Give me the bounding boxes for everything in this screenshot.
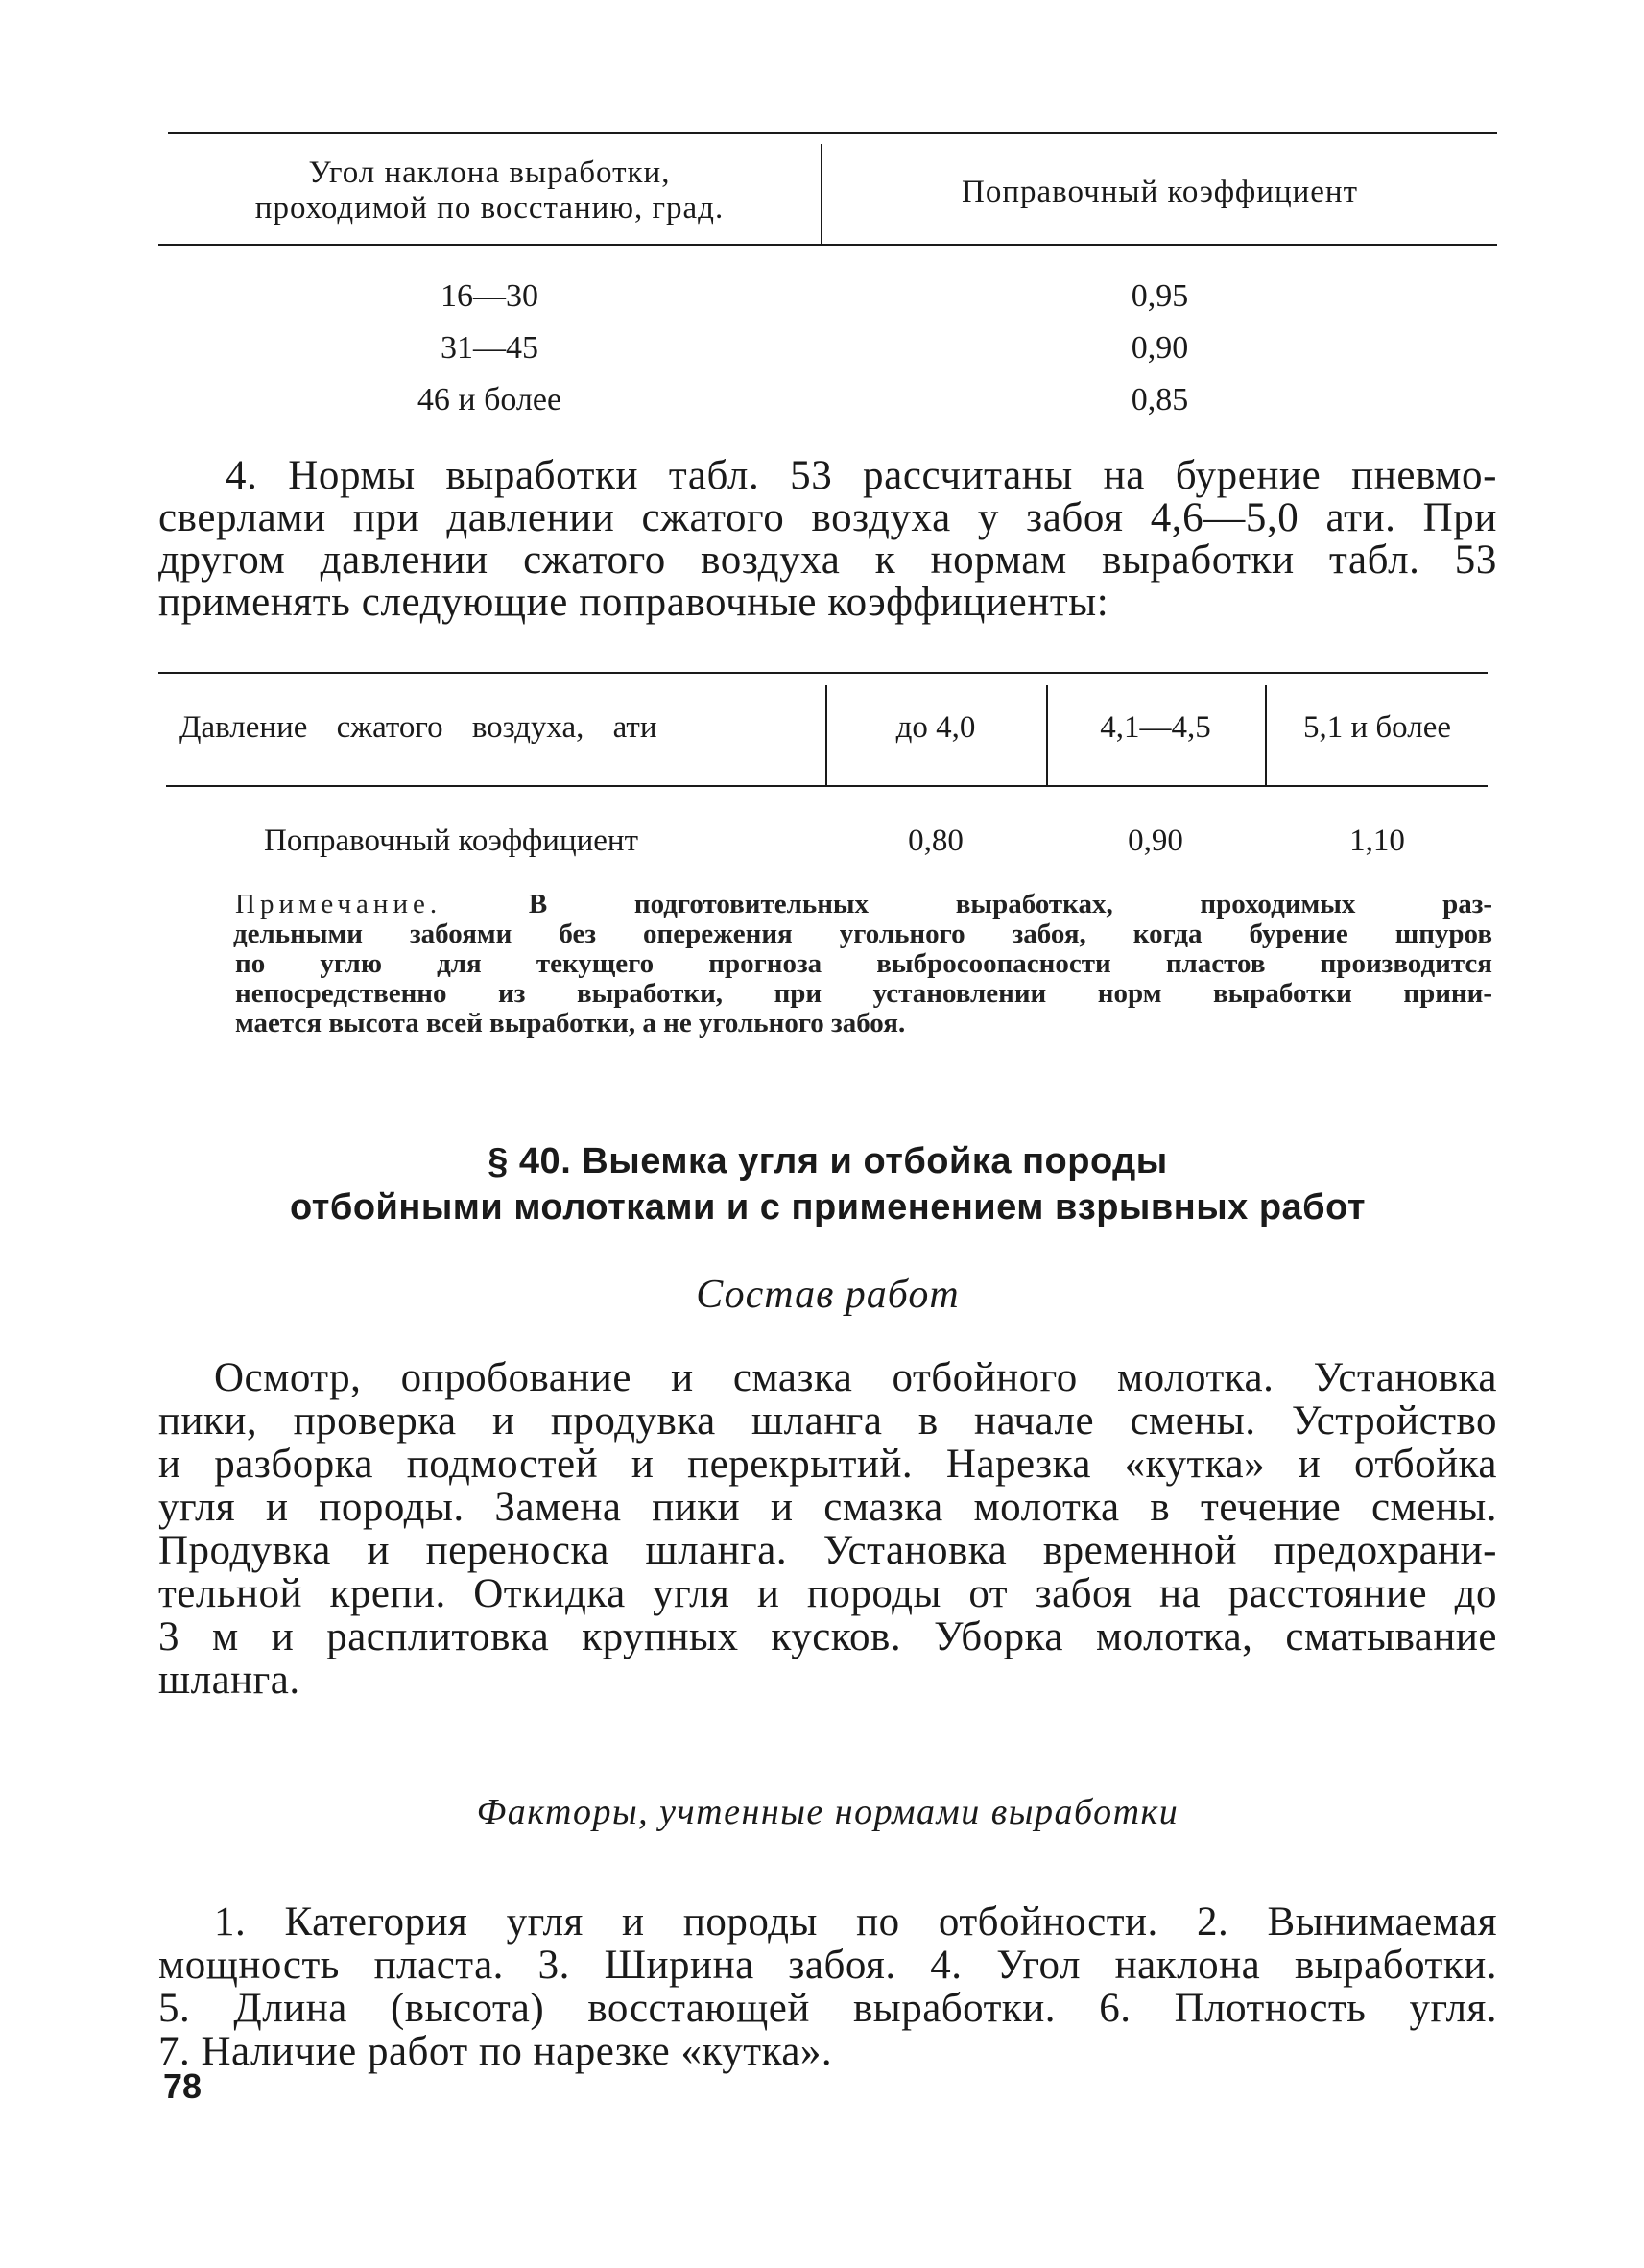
- text-line: дельными забоями без опережения угольного забоя, когда бурение шпуров: [233, 919, 1492, 949]
- section-heading: [158, 1138, 1497, 1230]
- subheading-factors: Факторы, учтенные нормами выработки: [476, 1792, 1179, 1832]
- text-line: 5. Длина (высота) восстающей выработки. 6. Плотность угля.: [158, 1986, 1497, 2031]
- text-line: непосредственно из выработки, при установлении норм выработки прини-: [235, 978, 1492, 1009]
- text-line: угля и породы. Замена пики и смазка молотка в течение смены.: [158, 1485, 1497, 1530]
- heading-line: § 40. Выемка угля и отбойка породы: [488, 1141, 1168, 1182]
- text-line: и разборка подмостей и перекрытий. Нарезка «кутка» и отбойка: [158, 1442, 1497, 1487]
- correction-coefficient: 0,95: [1131, 278, 1189, 314]
- header-line: Угол наклона выработки,: [308, 155, 671, 190]
- text-line: [235, 890, 1492, 919]
- paragraph-sostav: [158, 1356, 1497, 1702]
- page-number: 78: [163, 2066, 203, 2106]
- table-rule: [158, 244, 1497, 246]
- table-row: [158, 278, 1497, 330]
- heading-line: отбойными молотками и с применением взрывных работ: [289, 1187, 1367, 1228]
- text-line: 1. Категория угля и породы по отбойности. 2. Вынимаемая: [214, 1899, 1497, 1945]
- correction-coefficient: 0,90: [1131, 330, 1189, 366]
- table-row: [158, 330, 1497, 382]
- text-line: 3 м и расплитовка крупных кусков. Уборка молотка, сматывание: [158, 1614, 1497, 1659]
- correction-coefficient: 0,80: [908, 824, 964, 858]
- table-header-pressure: Давление сжатого воздуха, ати: [179, 710, 657, 745]
- text-line: другом давлении сжатого воздуха к нормам выработки табл. 53: [158, 537, 1497, 583]
- correction-coefficient: 0,90: [1128, 824, 1183, 858]
- text-line: 7. Наличие работ по нарезке «кутка».: [158, 2029, 833, 2074]
- row-label: Поправочный коэффициент: [264, 824, 638, 858]
- subheading-sostav: Состав работ: [696, 1273, 960, 1317]
- text-line: тельной крепи. Откидка угля и породы от забоя на расстояние до: [158, 1571, 1497, 1616]
- table-rule: [158, 672, 1488, 674]
- text-line: 4. Нормы выработки табл. 53 рассчитаны на бурение пневмо-: [226, 453, 1497, 498]
- text-line: по углю для текущего прогноза выбросоопасности пластов производится: [235, 948, 1492, 979]
- angle-range: 31—45: [441, 330, 538, 366]
- text-line: шланга.: [158, 1658, 300, 1703]
- paragraph-pressure-norms: [158, 455, 1497, 624]
- table-rule: [166, 785, 1488, 787]
- table-row: [158, 382, 1497, 434]
- note-block: [235, 890, 1492, 1039]
- table-header-coefficient: Поправочный коэффициент: [962, 175, 1358, 209]
- text-line: мощность пласта. 3. Ширина забоя. 4. Угол наклона выработки.: [158, 1943, 1497, 1988]
- text-line: применять следующие поправочные коэффициенты:: [158, 580, 1109, 625]
- table-header-col: 4,1—4,5: [1100, 710, 1211, 745]
- text-line: мается высота всей выработки, а не угольного забоя.: [235, 1008, 906, 1039]
- header-line: проходимой по восстанию, град.: [254, 191, 725, 226]
- correction-coefficient: 1,10: [1349, 824, 1405, 858]
- table-header-col: 5,1 и более: [1302, 710, 1452, 745]
- table-header-col: до 4,0: [895, 710, 976, 745]
- angle-range: 46 и более: [417, 382, 562, 418]
- table-header-angle: [158, 155, 821, 227]
- angle-range: 16—30: [441, 278, 538, 314]
- table-rule: [168, 132, 1497, 134]
- note-text: В подготовительных выработках, проходимых раз-: [528, 889, 1493, 919]
- text-line: пики, проверка и продувка шланга в начале смены. Устройство: [158, 1398, 1497, 1444]
- text-line: Продувка и переноска шланга. Установка временной предохрани-: [158, 1528, 1497, 1573]
- paragraph-factors: [158, 1900, 1497, 2073]
- text-line: сверлами при давлении сжатого воздуха у забоя 4,6—5,0 ати. При: [158, 495, 1497, 540]
- text-line: Осмотр, опробование и смазка отбойного молотка. Установка: [214, 1355, 1497, 1400]
- correction-coefficient: 0,85: [1131, 382, 1189, 418]
- note-prefix: Примечание.: [235, 889, 442, 919]
